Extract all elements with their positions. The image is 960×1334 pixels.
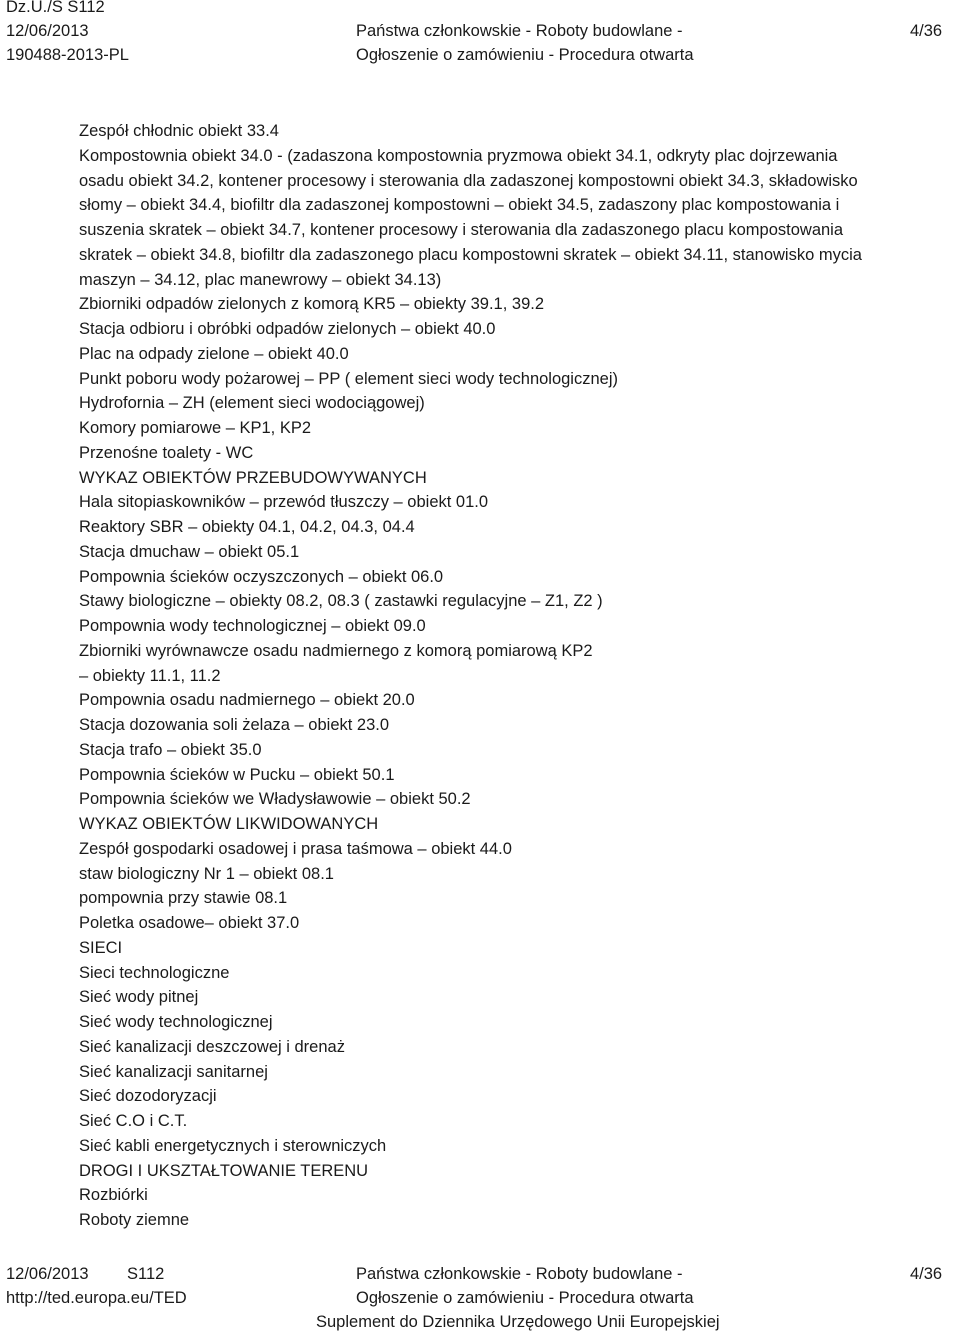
body-line: SIECI [79,938,123,957]
header-title-line1: Państwa członkowskie - Roboty budowlane - [356,22,683,40]
body-line: Stacja trafo – obiekt 35.0 [79,740,262,759]
footer-title-line2: Ogłoszenie o zamówieniu - Procedura otwarta [356,1289,694,1307]
notice-id: 190488-2013-PL [6,46,129,64]
body-line: Stacja dmuchaw – obiekt 05.1 [79,542,300,561]
header-date: 12/06/2013 [6,22,89,40]
body-line: Sieć wody technologicznej [79,1013,273,1031]
document-body [79,119,929,1233]
body-line: WYKAZ OBIEKTÓW LIKWIDOWANYCH [79,815,379,833]
footer-date: 12/06/2013 [6,1265,89,1283]
body-line: Sieć C.O i C.T. [79,1112,188,1130]
body-line: Stacja odbioru i obróbki odpadów zielonych – obiekt 40.0 [79,320,496,338]
body-line: DROGI I UKSZTAŁTOWANIE TERENU [79,1161,369,1180]
body-line: Zbiorniki odpadów zielonych z komorą KR5 – obiekty 39.1, 39.2 [79,295,545,314]
body-line: Reaktory SBR – obiekty 04.1, 04.2, 04.3, 04.4 [79,518,415,536]
body-line: osadu obiekt 34.2, kontener procesowy i sterowania dla zadaszonej kompostowni obiekt 34.3, składowisko [79,171,858,190]
header-page-number: 4/36 [910,22,943,40]
body-line: Hala sitopiaskowników – przewód tłuszczy – obiekt 01.0 [79,493,489,512]
body-line: Stawy biologiczne – obiekty 08.2, 08.3 ( zastawki regulacyjne – Z1, Z2 ) [79,592,603,611]
body-line: – obiekty 11.1, 11.2 [79,666,221,685]
body-line: Pompownia ścieków we Władysławowie – obiekt 50.2 [79,790,471,809]
body-line: Sieci technologiczne [79,963,230,982]
body-line: Sieć wody pitnej [79,988,199,1007]
body-line: Plac na odpady zielone – obiekt 40.0 [79,344,349,363]
body-line: maszyn – 34.12, plac manewrowy – obiekt 34.13) [79,270,442,289]
body-line: Pompownia ścieków w Pucku – obiekt 50.1 [79,765,395,784]
body-line: Zespół gospodarki osadowej i prasa taśmowa – obiekt 44.0 [79,839,512,858]
footer-url-link[interactable]: http://ted.europa.eu/TED [6,1289,187,1307]
body-line: Sieć dozodoryzacji [79,1087,217,1106]
body-line: Kompostownia obiekt 34.0 - (zadaszona kompostownia pryzmowa obiekt 34.1, odkryty plac dojrzewania [79,146,838,165]
body-line: Stacja dozowania soli żelaza – obiekt 23.0 [79,716,390,734]
body-line: Sieć kanalizacji sanitarnej [79,1062,268,1081]
body-line: WYKAZ OBIEKTÓW PRZEBUDOWYWANYCH [79,468,427,487]
body-line: Komory pomiarowe – KP1, KP2 [79,419,312,437]
body-line: Zespół chłodnic obiekt 33.4 [79,122,279,140]
body-line: suszenia skratek – obiekt 34.7, kontener procesowy i sterowania dla zadaszonego placu kompostowania [79,221,844,239]
body-line: Poletka osadowe– obiekt 37.0 [79,914,300,932]
body-line: Punkt poboru wody pożarowej – PP ( element sieci wody technologicznej) [79,369,618,388]
body-line: Sieć kabli energetycznych i sterowniczych [79,1136,387,1155]
body-line: Rozbiórki [79,1186,148,1205]
body-line: Pompownia ścieków oczyszczonych – obiekt 06.0 [79,567,444,586]
footer-supplement-title: Suplement do Dziennika Urzędowego Unii Europejskiej [316,1313,720,1331]
body-line: Sieć kanalizacji deszczowej i drenaż [79,1037,345,1056]
body-line: Hydrofornia – ZH (element sieci wodociągowej) [79,394,425,413]
body-line: skratek – obiekt 34.8, biofiltr dla zadaszonego placu kompostowni skratek – obiekt 34.11, stanowisko mycia [79,245,862,264]
journal-reference: Dz.U./S S112 [6,0,105,16]
footer-title-line1: Państwa członkowskie - Roboty budowlane - [356,1265,683,1283]
body-line: Zbiorniki wyrównawcze osadu nadmiernego z komorą pomiarową KP2 [79,641,593,660]
body-line: Pompownia osadu nadmiernego – obiekt 20.0 [79,691,415,710]
body-line: pompownia przy stawie 08.1 [79,889,288,908]
body-line: słomy – obiekt 34.4, biofiltr dla zadaszonej kompostowni – obiekt 34.5, zadaszony plac kompostowania i [79,196,840,215]
footer-page-number: 4/36 [910,1265,943,1283]
body-line: Przenośne toalety - WC [79,443,254,462]
body-line: Roboty ziemne [79,1211,190,1229]
body-line: Pompownia wody technologicznej – obiekt 09.0 [79,617,426,635]
header-title-line2: Ogłoszenie o zamówieniu - Procedura otwarta [356,46,694,64]
body-line: staw biologiczny Nr 1 – obiekt 08.1 [79,864,334,883]
footer-series: S112 [127,1265,165,1283]
